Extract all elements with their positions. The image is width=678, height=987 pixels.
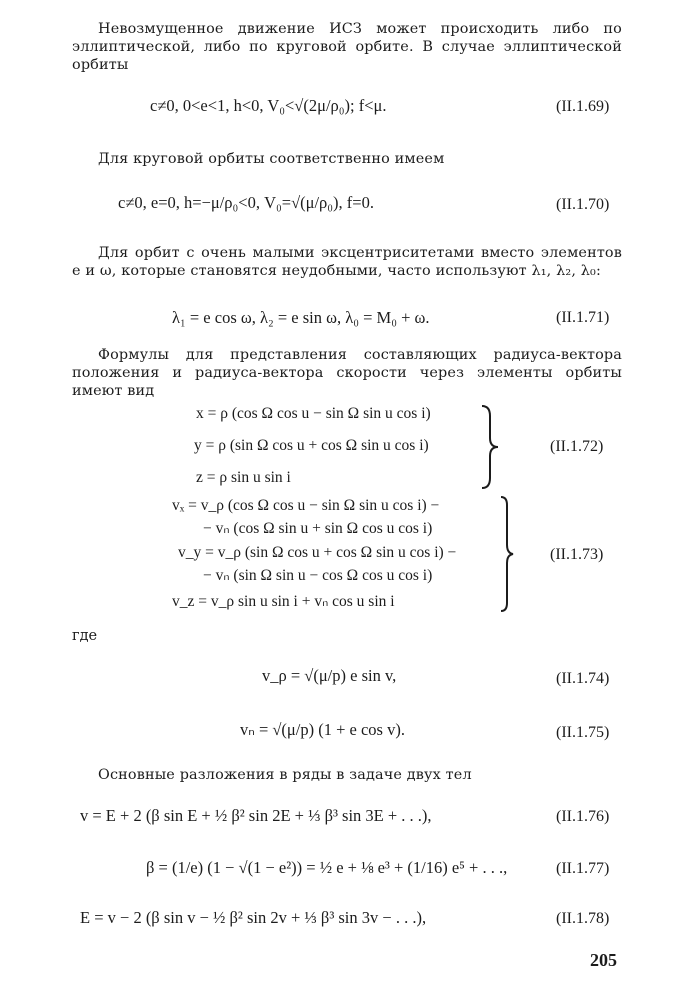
equation-77: β = (1/e) (1 − √(1 − e²)) = ½ e + ⅛ e³ + (1/16) e⁵ + . . ., [146,858,508,877]
equation-76: v = E + 2 (β sin E + ½ β² sin 2E + ⅓ β³ sin 3E + . . .), [80,806,432,825]
equation-number-74: (II.1.74) [556,670,610,687]
equation-number-70: (II.1.70) [556,196,610,213]
equation-number-71: (II.1.71) [556,309,610,326]
paragraph-text: Невозмущенное движение ИСЗ может происходить либо по эллиптической, либо по круговой орбите. В случае эллиптической орбиты [72,21,622,73]
equation-74: v_ρ = √(μ/p) e sin v, [262,666,397,685]
equation-72-y: y = ρ (sin Ω cos u + cos Ω sin u cos i) [194,437,429,454]
right-curly-brace-72 [478,404,500,490]
right-brace-73 [498,495,516,613]
paragraph-text: Для круговой орбиты соответственно имеем [98,151,445,167]
equation-73-vx: vₓ = v_ρ (cos Ω cos u − sin Ω sin u cos i) − [172,497,440,514]
equation-number-76: (II.1.76) [556,808,610,825]
equation-70: c≠0, e=0, h=−μ/ρ₀<0, V₀=√(μ/ρ₀), f=0. [118,193,374,212]
equation-71: λ₁ = e cos ω, λ₂ = e sin ω, λ₀ = M₀ + ω. [172,308,430,327]
equation-number-69: (II.1.69) [556,98,610,115]
equation-number-75: (II.1.75) [556,724,610,741]
equation-73-vy: v_y = v_ρ (sin Ω cos u + cos Ω sin u cos i) − [178,544,457,561]
label-where: где [72,628,98,644]
paragraph-text: Основные разложения в ряды в задаче двух тел [98,767,472,783]
paragraph-small-eccentricity [72,244,622,280]
equation-number-77: (II.1.77) [556,860,610,877]
equation-73-vx-cont: − vₙ (cos Ω sin u + sin Ω cos u cos i) [203,520,433,537]
equation-78: E = v − 2 (β sin v − ½ β² sin 2v + ⅓ β³ sin 3v − . . .), [80,908,427,927]
equation-73-vz: v_z = v_ρ sin u sin i + vₙ cos u sin i [172,593,395,610]
paragraph-circular-intro [72,150,622,168]
paragraph-vector-formulas [72,346,622,400]
equation-72-z: z = ρ sin u sin i [196,469,291,486]
paragraph-text: Формулы для представления составляющих радиуса-вектора положения и радиуса-вектора скорости через элементы орбиты имеют вид [72,347,622,399]
equation-72-x: x = ρ (cos Ω cos u − sin Ω sin u cos i) [196,405,431,422]
paragraph-text: Для орбит с очень малыми эксцентриситетами вместо элементов e и ω, которые становятся неудобными, часто используют λ₁, λ₂, λ₀: [72,245,622,279]
equation-75: vₙ = √(μ/p) (1 + e cos v). [240,720,405,739]
paragraph-elliptic-intro [72,20,622,74]
equation-number-72: (II.1.72) [550,438,604,455]
equation-69: c≠0, 0<e<1, h<0, V₀<√(2μ/ρ₀); f<μ. [150,96,387,115]
equation-73-vy-cont: − vₙ (sin Ω sin u − cos Ω cos u cos i) [203,567,433,584]
paragraph-series-expansions [72,766,622,784]
page-number: 205 [590,950,617,970]
equation-number-73: (II.1.73) [550,546,604,563]
equation-number-78: (II.1.78) [556,910,610,927]
